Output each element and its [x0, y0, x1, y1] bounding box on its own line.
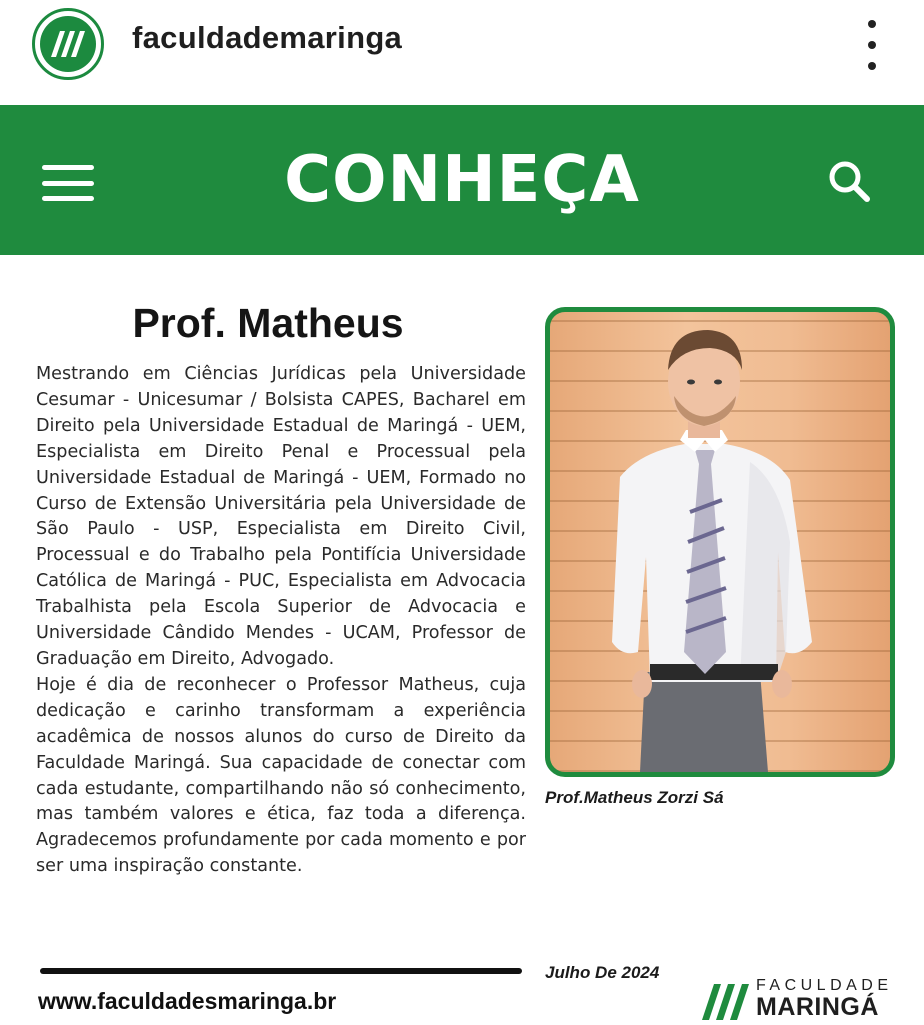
bio-text — [36, 362, 526, 880]
footer-divider — [40, 968, 522, 974]
bio-paragraph: Mestrando em Ciências Jurídicas pela Universidade Cesumar - Unicesumar / Bolsista CAPES, Bacharel em Direito pela Universidade Estadual de Maringá - UEM, Especialista em Direito Penal e Processual pela Universidade Estadual de Maringá - UEM, Formado no Curso de Extensão Universitária pela Universidade de São Paulo - USP, Especialista em Direito Civil, Processual e do Trabalho pela Pontifícia Universidade Católica de Maringá - PUC, Especialista em Advocacia Trabalhista pela Escola Superior de Advocacia e Universidade Cândido Mendes - UCAM, Professor de Graduação em Direito, Advogado. — [36, 364, 526, 669]
logo-text-top: FACULDADE — [756, 977, 893, 994]
profile-username[interactable]: faculdademaringa — [132, 20, 403, 55]
post-heading: Prof. Matheus — [132, 300, 404, 346]
faculdade-maringa-logo-icon — [700, 983, 752, 1025]
post-date: Julho De 2024 — [545, 963, 660, 982]
more-vertical-icon[interactable] — [858, 20, 886, 70]
photo-caption: Prof.Matheus Zorzi Sá — [545, 788, 724, 807]
logo-text-bottom: MARINGÁ — [756, 993, 879, 1021]
conheca-banner — [0, 105, 924, 255]
faculdade-maringa-logo-icon — [40, 16, 96, 72]
faculdade-maringa-logo — [700, 975, 920, 1023]
professor-illustration — [550, 312, 890, 772]
banner-title: CONHEÇA — [284, 143, 640, 217]
website-url[interactable]: www.faculdadesmaringa.br — [38, 988, 337, 1014]
professor-photo — [545, 307, 895, 777]
profile-header — [0, 0, 924, 90]
tribute-paragraph: Hoje é dia de reconhecer o Professor Matheus, cuja dedicação e carinho transformam a experiência acadêmica de nossos alunos do curso de Direito da Faculdade Maringá. Sua capacidade de conectar com cada estudante, compartilhando não só conhecimento, mas também valores e ética, faz toda a diferença. Agradecemos profundamente por cada momento e por ser uma inspiração constante. — [36, 674, 526, 877]
search-icon[interactable] — [826, 158, 872, 208]
profile-avatar[interactable] — [32, 8, 104, 80]
